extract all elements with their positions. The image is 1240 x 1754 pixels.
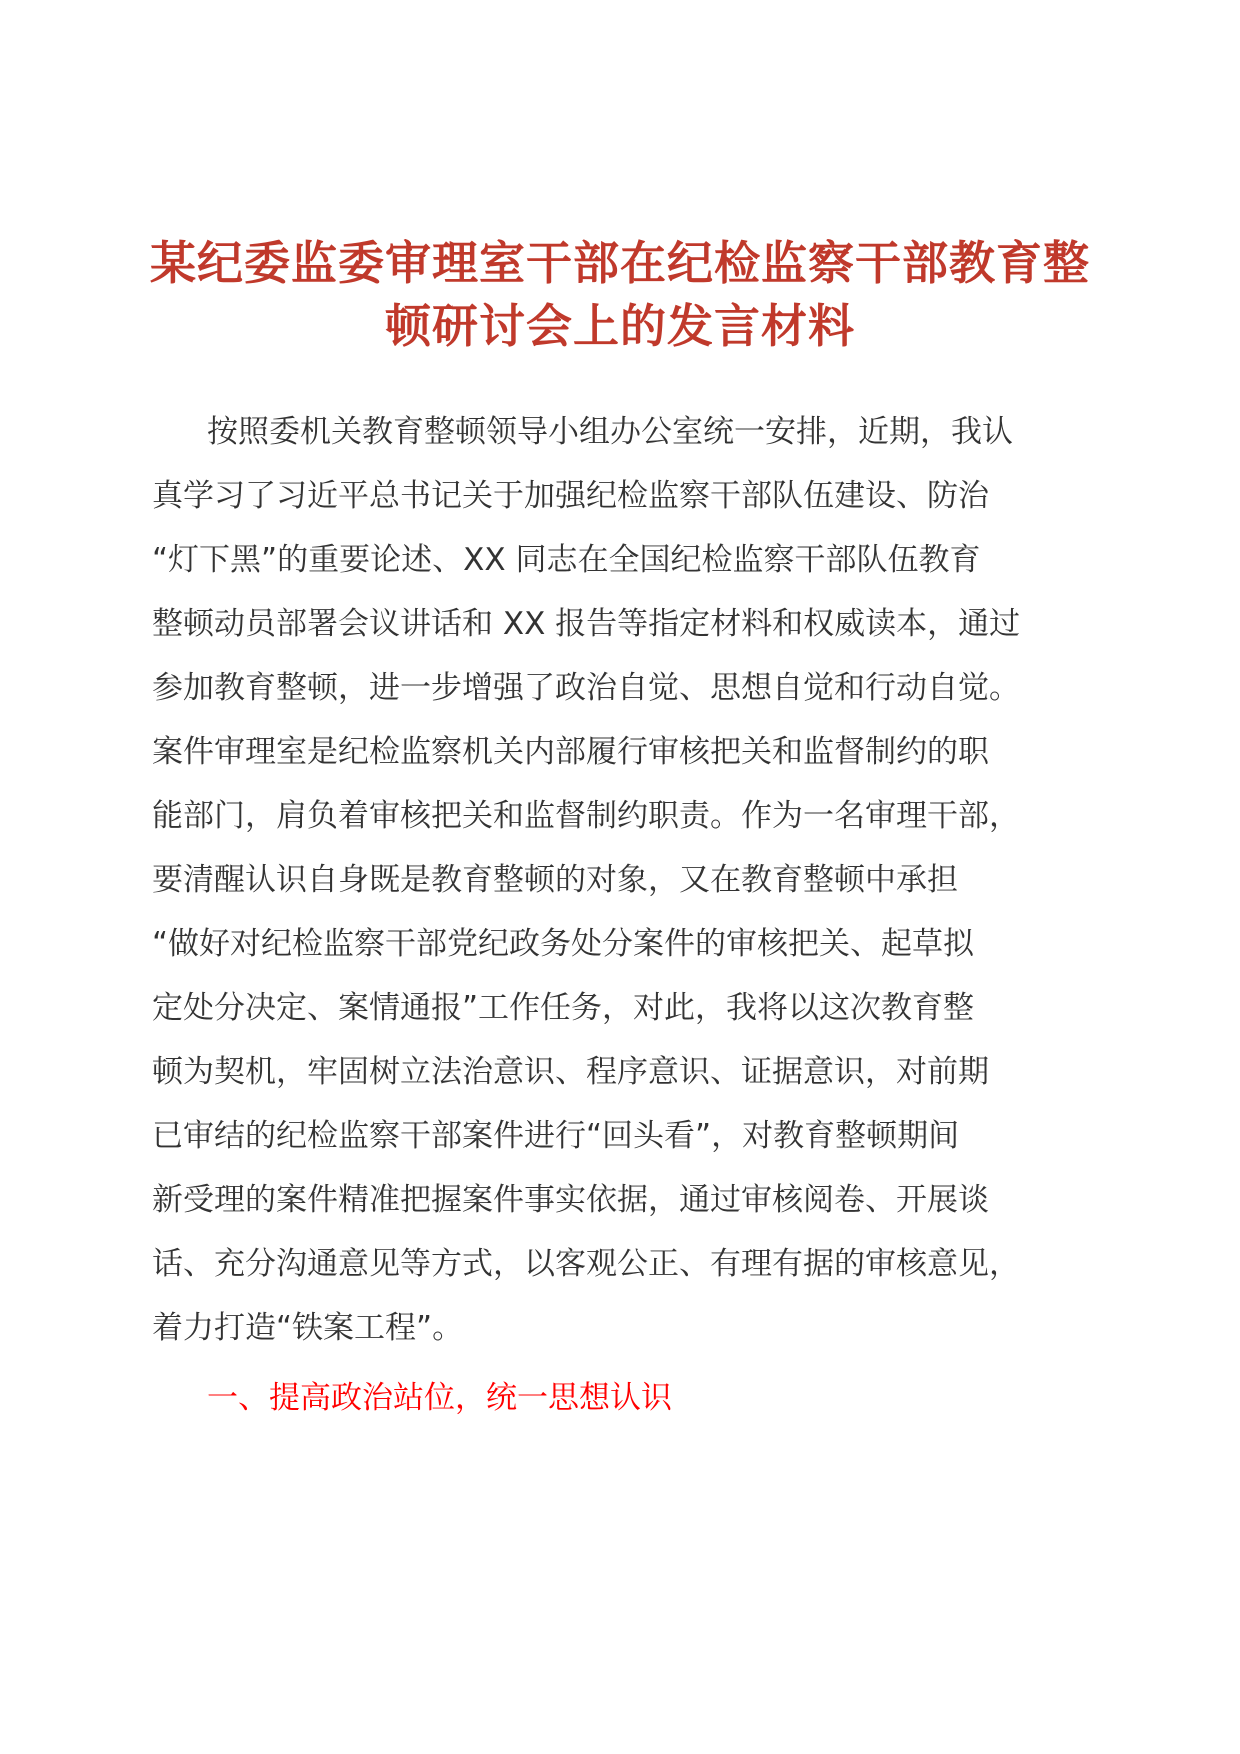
paragraph-line: 新受理的案件精准把握案件事实依据，通过审核阅卷、开展谈: [152, 1182, 989, 1218]
title-line: 顿研讨会上的发言材料: [385, 299, 855, 353]
title-line: 某纪委监委审理室干部在纪检监察干部教育整: [150, 236, 1090, 290]
paragraph-line: 已审结的纪检监察干部案件进行“回头看”，对教育整顿期间: [152, 1118, 960, 1154]
paragraph-line: 能部门，肩负着审核把关和监督制约职责。作为一名审理干部，: [152, 798, 1020, 834]
paragraph-line: “做好对纪检监察干部党纪政务处分案件的审核把关、起草拟: [152, 926, 975, 962]
paragraph-line: 话、充分沟通意见等方式，以客观公正、有理有据的审核意见，: [152, 1246, 1020, 1282]
paragraph-line: 参加教育整顿，进一步增强了政治自觉、思想自觉和行动自觉。: [152, 670, 1020, 706]
paragraph-line: 案件审理室是纪检监察机关内部履行审核把关和监督制约的职: [152, 734, 989, 770]
paragraph-line: 着力打造“铁案工程”。: [152, 1310, 464, 1346]
paragraph-line: “灯下黑”的重要论述、XX 同志在全国纪检监察干部队伍教育: [152, 542, 981, 578]
paragraph-line: 要清醒认识自身既是教育整顿的对象，又在教育整顿中承担: [152, 862, 958, 898]
intro-paragraph: [152, 400, 1112, 1360]
paragraph-line: 顿为契机，牢固树立法治意识、程序意识、证据意识，对前期: [152, 1054, 989, 1090]
paragraph-line: 整顿动员部署会议讲话和 XX 报告等指定材料和权威读本，通过: [152, 606, 1021, 642]
paragraph-line: 真学习了习近平总书记关于加强纪检监察干部队伍建设、防治: [152, 478, 989, 514]
paragraph-line: 按照委机关教育整顿领导小组办公室统一安排，近期，我认: [207, 414, 1013, 450]
section-heading: 一、提高政治站位，统一思想认识: [207, 1380, 672, 1416]
paragraph-line: 定处分决定、案情通报”工作任务，对此，我将以这次教育整: [152, 990, 975, 1026]
document-title: [150, 232, 1090, 358]
